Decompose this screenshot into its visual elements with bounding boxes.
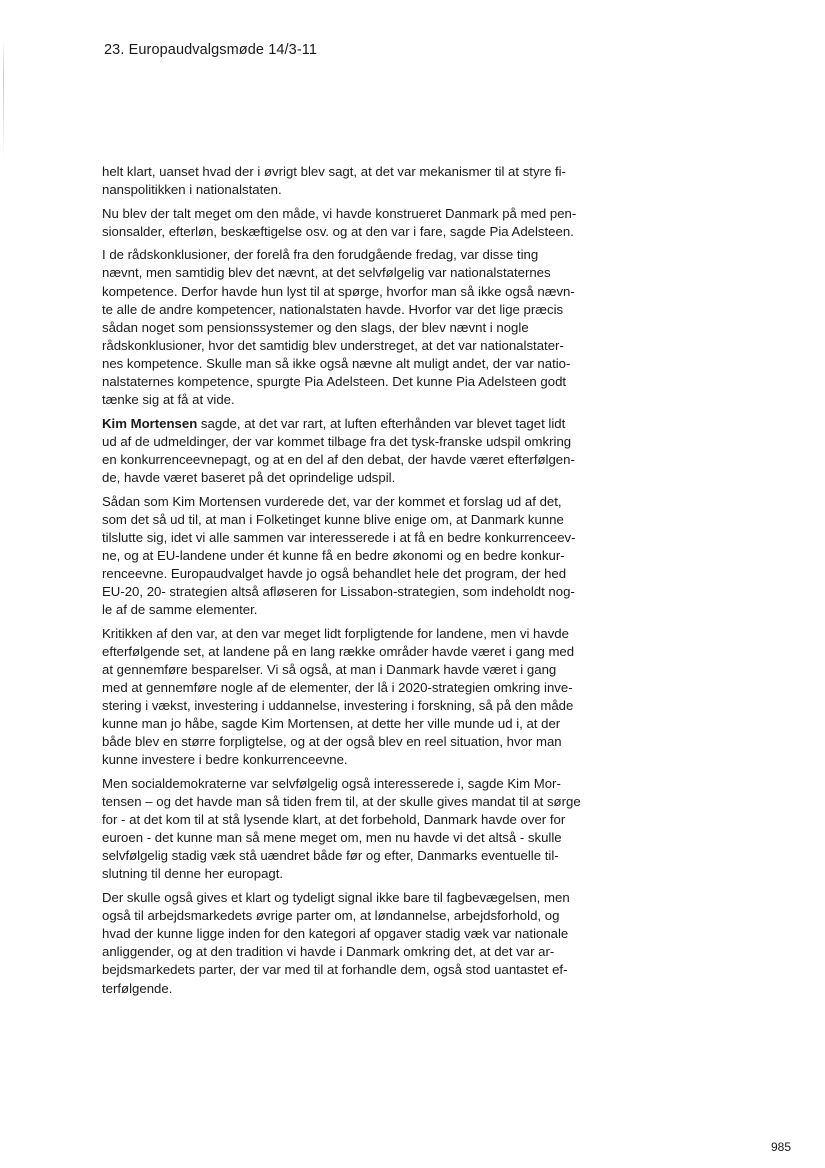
text-line: tensen – og det havde man så tiden frem til, at der skulle gives mandat til at sørge [102, 794, 581, 810]
text-line: med at gennemføre nogle af de elementer, der lå i 2020-strategien omkring inve- [102, 680, 573, 696]
text-line: ne, og at EU-landene under ét kunne få en bedre økonomi og en bedre konkur- [102, 547, 565, 563]
text-line-rest: sagde, at det var rart, at luften efterhånden var blevet taget lidt [197, 415, 566, 431]
paragraph [102, 205, 582, 241]
text-line: renceevne. Europaudvalget havde jo også behandlet hele det program, der hed [102, 565, 567, 581]
text-line: anliggender, og at den tradition vi havde i Danmark omkring det, at det var ar- [102, 944, 555, 960]
text-line: kunne man jo håbe, sagde Kim Mortensen, at dette her ville munde ud i, at der [102, 716, 561, 732]
text-line: Der skulle også gives et klart og tydeligt signal ikke bare til fagbevægelsen, men [102, 890, 570, 906]
text-line: Sådan som Kim Mortensen vurderede det, var der kommet et forslag ud af det, [102, 493, 562, 509]
text-line: slutning til denne her europagt. [102, 866, 284, 882]
text-line: ud af de udmeldinger, der var kommet tilbage fra det tysk-franske udspil omkring [102, 433, 572, 449]
text-line: Nu blev der talt meget om den måde, vi havde konstrueret Danmark på med pen- [102, 205, 577, 221]
text-line [102, 415, 582, 433]
text-line: helt klart, uanset hvad der i øvrigt blev sagt, at det var mekanismer til at styre fi- [102, 164, 566, 179]
text-line: også til arbejdsmarkedets øvrige parter om, at løndannelse, arbejdsforhold, og [102, 908, 560, 924]
text-line: selvfølgelig stadig væk stå uændret både før og efter, Danmarks eventuelle til- [102, 848, 559, 864]
text-line: en konkurrenceevnepagt, og at en del af den debat, der havde været efterfølgen- [102, 451, 575, 467]
paragraph [102, 163, 582, 199]
text-line: som det så ud til, at man i Folketinget kunne blive enige om, at Danmark kunne [102, 511, 564, 527]
text-line: le af de samme elementer. [102, 602, 258, 618]
paragraph [102, 889, 582, 998]
text-line: nes kompetence. Skulle man så ikke også nævne alt muligt andet, der var natio- [102, 355, 571, 371]
text-line: I de rådskonklusioner, der forelå fra den forudgående fredag, var disse ting [102, 247, 539, 263]
text-line: nalstaternes kompetence, spurgte Pia Adelsteen. Det kunne Pia Adelsteen godt [102, 374, 567, 390]
paragraph [102, 246, 582, 409]
text-line: Men socialdemokraterne var selvfølgelig også interesserede i, sagde Kim Mor- [102, 776, 561, 791]
text-line: Kritikken af den var, at den var meget lidt forpligtende for landene, men vi havde [102, 625, 569, 641]
page-header: 23. Europaudvalgsmøde 14/3-11 [104, 42, 318, 58]
text-line: kunne investere i bedre konkurrenceevne. [102, 752, 348, 768]
text-line: nævnt, men samtidig blev det nævnt, at det selvfølgelig var nationalstaternes [102, 265, 551, 281]
text-line: at gennemføre besparelser. Vi så også, at man i Danmark havde været i gang [102, 661, 557, 677]
text-line: sådan noget som pensionssystemer og den slags, der blev nævnt i nogle [102, 319, 529, 335]
text-line: både blev en større forpligtelse, og at der også blev en reel situation, hvor man [102, 734, 562, 750]
text-line: stering i vækst, investering i uddannelse, investering i forskning, så på den måde [102, 698, 574, 714]
text-line: terfølgende. [102, 980, 173, 996]
paragraph [102, 775, 582, 884]
page-number: 985 [770, 1140, 791, 1154]
text-line: hvad der kunne ligge inden for den kategori af opgaver stadig væk var nationale [102, 926, 569, 942]
text-line: tænke sig at få at vide. [102, 392, 235, 408]
text-line: te alle de andre kompetencer, nationalstaten havde. Hvorfor var det lige præcis [102, 301, 564, 317]
text-line: efterfølgende set, at landene på en lang række områder havde været i gang med [102, 643, 575, 659]
text-line: for - at det kom til at stå lysende klart, at det forbehold, Danmark havde over for [102, 812, 566, 828]
paragraph [102, 415, 582, 487]
text-line: euroen - det kunne man så mene meget om, men nu havde vi det altså - skulle [102, 830, 562, 846]
body-text [102, 163, 582, 1003]
paragraph [102, 625, 582, 770]
scan-edge-mark [3, 40, 4, 160]
speaker-name: Kim Mortensen [102, 415, 198, 431]
text-line: rådskonklusioner, hvor det samtidig blev understreget, at det var nationalstater- [102, 337, 564, 353]
text-line: EU-20, 20- strategien altså afløseren for Lissabon-strategien, som indeholdt nog- [102, 584, 575, 600]
paragraph [102, 493, 582, 620]
text-line: kompetence. Derfor havde hun lyst til at spørge, hvorfor man så ikke også nævn- [102, 283, 575, 299]
text-line: bejdsmarkedets parter, der var med til at forhandle dem, også stod uantastet ef- [102, 962, 568, 978]
text-line: nanspolitikken i nationalstaten. [102, 182, 282, 198]
text-line: sionsalder, efterløn, beskæftigelse osv. og at den var i fare, sagde Pia Adelsteen. [102, 223, 574, 239]
text-line: de, havde været baseret på det oprindelige udspil. [102, 470, 396, 485]
text-line: tilslutte sig, idet vi alle sammen var interesserede i at få en bedre konkurrenceev- [102, 529, 576, 545]
